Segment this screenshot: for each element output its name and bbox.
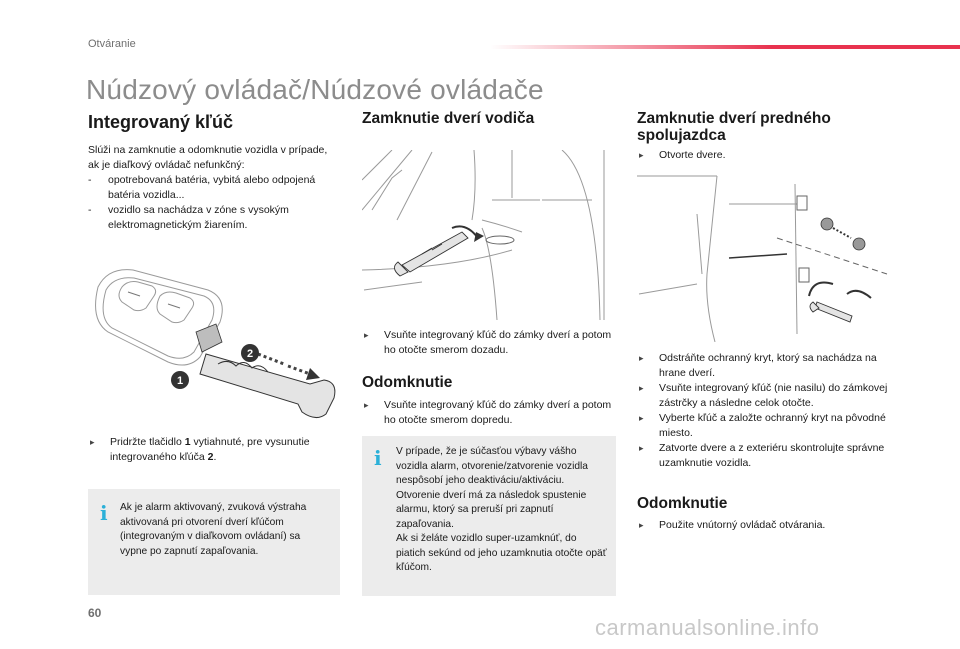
reason-list — [88, 173, 338, 233]
driver-door-illustration — [362, 150, 618, 320]
list-item: ▸ Otvorte dvere. — [637, 148, 895, 163]
watermark-text: carmanualsonline.info — [595, 615, 820, 640]
passenger-unlock-steps — [637, 518, 895, 533]
info-icon: i — [100, 501, 108, 525]
list-item: ▸ Pridržte tlačidlo 1 vytiahnuté, pre vysunutie integrovaného kľúča 2. — [88, 435, 346, 465]
info-icon: i — [374, 446, 382, 470]
driver-unlock-steps — [362, 398, 618, 428]
list-item: - vozidlo sa nachádza v zóne s vysokým elektromagnetickým žiarením. — [88, 203, 338, 233]
key-fob-illustration — [88, 262, 346, 422]
passenger-open-step — [637, 148, 895, 163]
heading-driver-door-lock: Zamknutie dverí vodiča — [362, 110, 535, 127]
list-item: ▸ Použite vnútorný ovládač otvárania. — [637, 518, 895, 533]
list-item: ▸ Zatvorte dvere a z exteriéru skontrolujte správne uzamknutie vozidla. — [637, 441, 895, 471]
page-title: Núdzový ovládač/Núdzové ovládače — [86, 74, 544, 105]
list-item: - opotrebovaná batéria, vybitá alebo odpojená batéria vozidla... — [88, 173, 338, 203]
intro-text: Slúži na zamknutie a odomknutie vozidla v prípade, ak je diaľkový ovládač nefunkčný: — [88, 144, 328, 171]
list-item: ▸ Vsuňte integrovaný kľúč do zámky dverí a potom ho otočte smerom dozadu. — [362, 328, 618, 358]
section-label: Otváranie — [88, 38, 136, 50]
heading-unlock-passenger: Odomknutie — [637, 495, 728, 512]
list-item: ▸ Odstráňte ochranný kryt, ktorý sa nachádza na hrane dverí. — [637, 351, 895, 381]
info-box-alarm — [88, 489, 340, 595]
passenger-lock-steps — [637, 351, 895, 471]
heading-integrated-key: Integrovaný kľúč — [88, 112, 233, 132]
driver-lock-steps — [362, 328, 618, 358]
list-item: ▸ Vyberte kľúč a založte ochranný kryt na pôvodné miesto. — [637, 411, 895, 441]
page-number: 60 — [88, 606, 102, 620]
intro-block — [88, 143, 338, 233]
key-step-list — [88, 435, 346, 465]
svg-text:2: 2 — [246, 348, 254, 360]
list-item: ▸ Vsuňte integrovaný kľúč do zámky dverí a potom ho otočte smerom dopredu. — [362, 398, 618, 428]
info-box-superlock — [362, 436, 616, 596]
header-accent-line — [490, 45, 960, 49]
heading-unlock-driver: Odomknutie — [362, 374, 453, 391]
heading-passenger-door-lock: Zamknutie dverí predného spolujazdca — [637, 110, 831, 144]
info-text: Ak je alarm aktivovaný, zvuková výstraha aktivovaná pri otvorení dverí kľúčom (integrovaným v diaľkovom ovládaní) sa vypne po zapnutí zapaľovania. — [120, 502, 307, 557]
list-item: ▸ Vsuňte integrovaný kľúč (nie nasilu) do zámkovej zástrčky a následne celok otočte. — [637, 381, 895, 411]
passenger-door-illustration — [637, 174, 897, 342]
info-text: V prípade, že je súčasťou výbavy vášho vozidla alarm, otvorenie/zatvorenie vozidla nespôsobí jeho deaktiváciu/aktiváciu. Otvorenie dverí má za následok spustenie alarmu, ktorý sa preruší pri zapnutí zapaľovania. Ak si želáte vozidlo super-uzamknúť, do piatich sekúnd od jeho uzamknutia otočte opäť kľúčom. — [396, 446, 607, 573]
svg-text:1: 1 — [176, 375, 184, 387]
